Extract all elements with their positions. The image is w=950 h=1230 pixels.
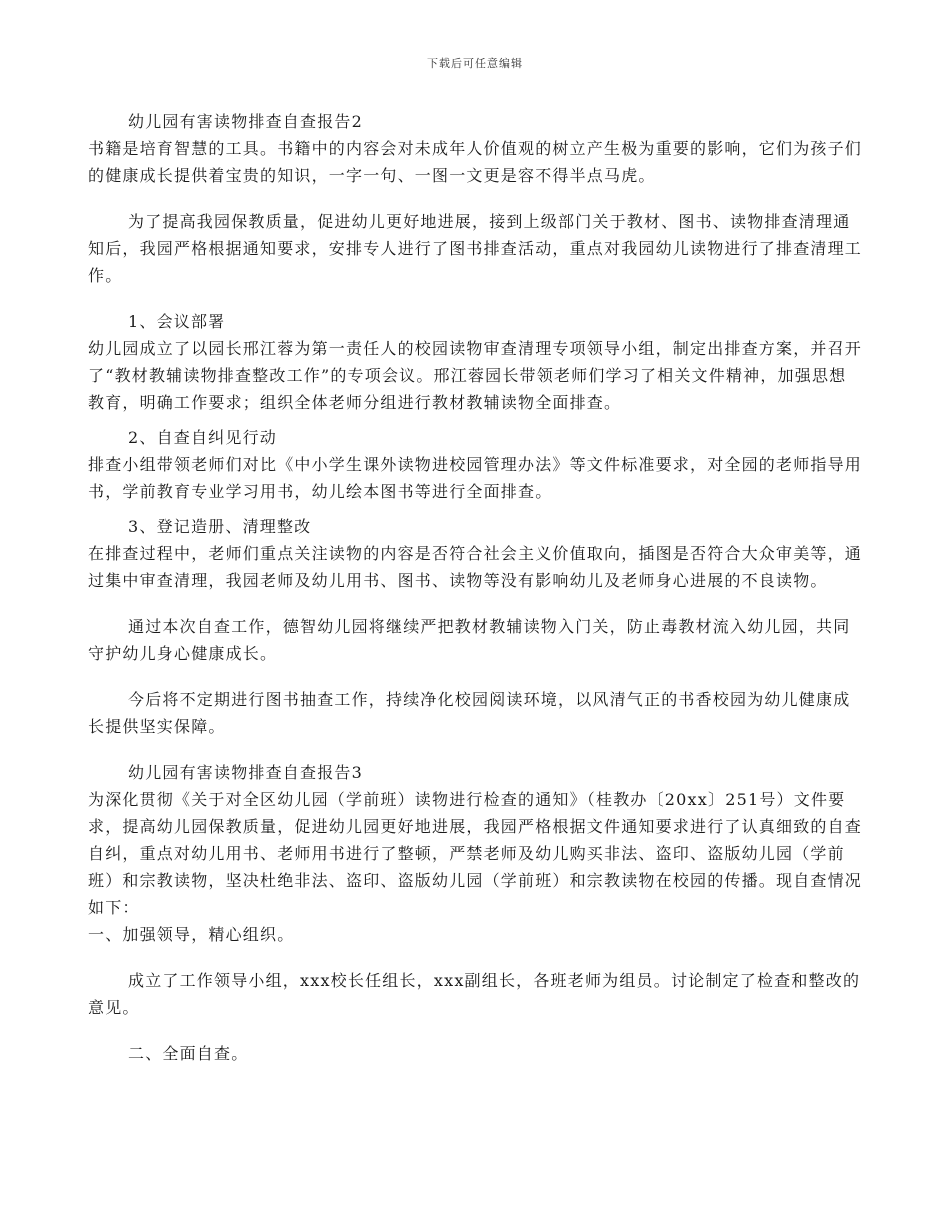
- heading-full-check: 二、全面自查。: [128, 1044, 249, 1063]
- paragraph-meeting: 幼儿园成立了以园长邢江蓉为第一责任人的校园读物审查清理专项领导小组，制定出排查方案，并召开了“教材教辅读物排查整改工作”的专项会议。邢江蓉园长带领老师们学习了相关文件精神，加强思想教育，明确工作要求；组织全体老师分组进行教材教辅读物全面排查。: [88, 339, 863, 412]
- paragraph-purpose: 为了提高我园保教质量，促进幼儿更好地进展，接到上级部门关于教材、图书、读物排查清理通知后，我园严格根据通知要求，安排专人进行了图书排查活动，重点对我园幼儿读物进行了排查清理工作。: [88, 212, 863, 285]
- paragraph-self-check: 排查小组带领老师们对比《中小学生课外读物进校园管理办法》等文件标准要求，对全园的老师指导用书，学前教育专业学习用书，幼儿绘本图书等进行全面排查。: [88, 455, 863, 501]
- paragraph-leadership: 成立了工作领导小组，xxx校长任组长，xxx副组长，各班老师为组员。讨论制定了检查和整改的意见。: [88, 971, 861, 1017]
- heading-self-check: 2、自查自纠见行动: [128, 428, 277, 447]
- section-title-report-3: 幼儿园有害读物排查自查报告3: [128, 763, 363, 782]
- heading-meeting: 1、会议部署: [128, 312, 226, 331]
- heading-leadership: 一、加强领导，精心组织。: [88, 925, 295, 944]
- page-header: 下载后可任意编辑: [427, 57, 523, 70]
- paragraph-future: 今后将不定期进行图书抽查工作，持续净化校园阅读环境，以风清气正的书香校园为幼儿健康成长提供坚实保障。: [88, 690, 851, 736]
- paragraph-intro: 书籍是培育智慧的工具。书籍中的内容会对未成年人价值观的树立产生极为重要的影响，它们为孩子们的健康成长提供着宝贵的知识，一字一句、一图一文更是容不得半点马虎。: [88, 139, 863, 185]
- paragraph-summary: 通过本次自查工作，德智幼儿园将继续严把教材教辅读物入门关，防止毒教材流入幼儿园，共同守护幼儿身心健康成长。: [88, 617, 851, 663]
- paragraph-report-3-intro: 为深化贯彻《关于对全区幼儿园（学前班）读物进行检查的通知》（桂教办〔20xx〕251号）文件要求，提高幼儿园保教质量，促进幼儿园更好地进展，我园严格根据文件通知要求进行了认真细致的自查自纠，重点对幼儿用书、老师用书进行了整顿，严禁老师及幼儿购买非法、盗印、盗版幼儿园（学前班）和宗教读物，坚决杜绝非法、盗印、盗版幼儿园（学前班）和宗教读物在校园的传播。现自查情况如下：: [88, 790, 863, 917]
- heading-registration: 3、登记造册、清理整改: [128, 517, 312, 536]
- section-title-report-2: 幼儿园有害读物排查自查报告2: [128, 112, 363, 131]
- document-body: [88, 108, 863, 1067]
- paragraph-registration: 在排查过程中，老师们重点关注读物的内容是否符合社会主义价值取向，插图是否符合大众审美等，通过集中审查清理，我园老师及幼儿用书、图书、读物等没有影响幼儿及老师身心进展的不良读物。: [88, 544, 863, 590]
